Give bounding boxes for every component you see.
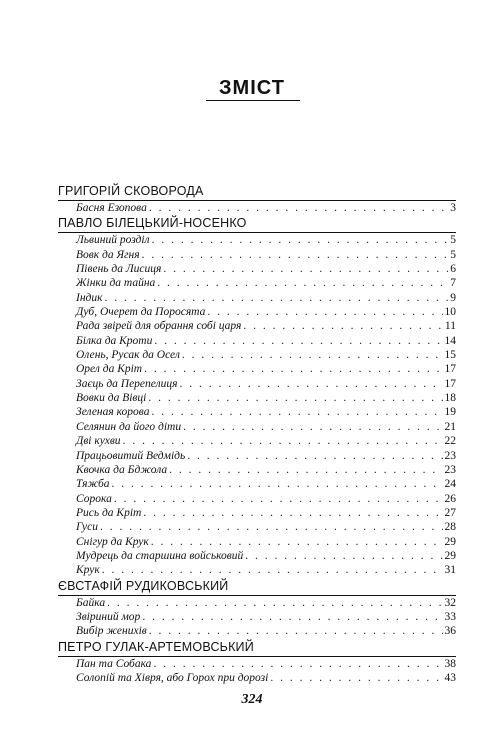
- dot-leader: [104, 291, 448, 305]
- toc-entry: [58, 506, 456, 520]
- entry-page-number: 29: [444, 549, 456, 562]
- dot-leader: [157, 276, 448, 290]
- page-number: 324: [241, 692, 263, 707]
- dot-leader: [207, 305, 442, 319]
- toc-entry: [58, 248, 456, 262]
- entry-page-number: 23: [444, 463, 456, 476]
- entry-title: Індик: [76, 291, 103, 304]
- toc-entry: [58, 492, 456, 506]
- entry-page-number: 3: [450, 202, 456, 214]
- entry-title: Селянин да його діти: [76, 420, 182, 433]
- toc-entry: [58, 377, 456, 391]
- entry-page-number: 9: [450, 291, 456, 304]
- entry-title: Олень, Русак да Осел: [76, 349, 180, 362]
- dot-leader: [243, 319, 443, 333]
- table-of-contents: [58, 183, 456, 685]
- entry-title: Дві кухви: [76, 435, 121, 448]
- dot-leader: [148, 391, 442, 405]
- dot-leader: [142, 248, 449, 262]
- entry-title: Звіриний мор: [76, 610, 141, 623]
- entry-page-number: 31: [444, 564, 456, 577]
- toc-entry: [58, 262, 456, 276]
- toc-entry: [58, 276, 456, 290]
- toc-entry: [58, 319, 456, 333]
- entry-title: Квочка да Бджола: [76, 463, 168, 476]
- dot-leader: [270, 671, 442, 685]
- entry-page-number: 19: [444, 406, 456, 419]
- dot-leader: [187, 449, 442, 463]
- toc-entry: [58, 596, 456, 610]
- dot-leader: [179, 377, 442, 391]
- dot-leader: [107, 596, 442, 610]
- dot-leader: [153, 657, 442, 671]
- entry-page-number: 6: [450, 263, 456, 276]
- entry-title: Басня Езопова: [76, 202, 147, 214]
- dot-leader: [144, 362, 442, 376]
- entry-title: Львиний розділ: [76, 234, 150, 247]
- toc-entry: [58, 549, 456, 563]
- toc-entry: [58, 233, 456, 247]
- entry-title: Снігур да Крук: [76, 535, 149, 548]
- dot-leader: [151, 405, 442, 419]
- entry-title: Крук: [76, 564, 100, 577]
- entry-title: Вовки да Вівці: [76, 392, 147, 405]
- toc-entry: [58, 391, 456, 405]
- section-author-heading: ПЕТРО ГУЛАК-АРТЕМОВСЬКИЙ: [58, 639, 254, 654]
- entry-title: Заєць да Перепелиця: [76, 377, 178, 390]
- dot-leader: [154, 334, 442, 348]
- entry-title: Рись да Кріт: [76, 506, 142, 519]
- toc-entry: [58, 477, 456, 491]
- toc-entry: [58, 520, 456, 534]
- toc-entry: [58, 201, 456, 215]
- dot-leader: [169, 463, 442, 477]
- toc-entry: [58, 434, 456, 448]
- entry-page-number: 5: [450, 234, 456, 247]
- dot-leader: [163, 262, 448, 276]
- title-underline: [206, 100, 300, 101]
- toc-entry: [58, 624, 456, 638]
- toc-entry: [58, 671, 456, 685]
- toc-entry: [58, 334, 456, 348]
- entry-page-number: 5: [450, 248, 456, 261]
- entry-page-number: 22: [444, 435, 456, 448]
- toc-entry: [58, 305, 456, 319]
- toc-entry: [58, 449, 456, 463]
- entry-page-number: 15: [444, 349, 456, 362]
- entry-page-number: 38: [444, 657, 456, 670]
- page-title: ЗМІСТ: [219, 77, 285, 99]
- entry-title: Білка да Кроти: [76, 334, 153, 347]
- entry-title: Зеленая корова: [76, 406, 150, 419]
- toc-entry: [58, 610, 456, 624]
- dot-leader: [182, 348, 443, 362]
- entry-title: Мудрець да старшина войськовий: [76, 549, 244, 562]
- toc-section: [58, 578, 456, 639]
- entry-title: Дуб, Очерет да Поросята: [76, 306, 206, 319]
- entry-page-number: 18: [444, 392, 456, 405]
- toc-section: [58, 639, 456, 686]
- dot-leader: [100, 520, 442, 534]
- entry-title: Працьовитий Ведмідь: [76, 449, 186, 462]
- entry-title: Солопій та Хівря, або Горох при дорозі: [76, 671, 269, 684]
- entry-title: Байка: [76, 596, 106, 609]
- entry-page-number: 21: [444, 420, 456, 433]
- entry-page-number: 24: [444, 478, 456, 491]
- dot-leader: [143, 506, 442, 520]
- dot-leader: [151, 535, 443, 549]
- entry-page-number: 26: [444, 492, 456, 505]
- dot-leader: [123, 434, 443, 448]
- toc-entry: [58, 535, 456, 549]
- dot-leader: [142, 610, 442, 624]
- toc-entry: [58, 463, 456, 477]
- entry-page-number: 28: [444, 521, 456, 534]
- entry-page-number: 11: [444, 320, 456, 333]
- dot-leader: [102, 563, 443, 577]
- entry-page-number: 36: [444, 625, 456, 638]
- entry-title: Вибір женихів: [76, 625, 147, 638]
- dot-leader: [114, 492, 443, 506]
- entry-title: Орел да Кріт: [76, 363, 143, 376]
- entry-title: Рада звірей для обрання собі царя: [76, 320, 242, 333]
- toc-entry: [58, 563, 456, 577]
- entry-title: Тяжба: [76, 478, 110, 491]
- toc-section: [58, 215, 456, 577]
- toc-section: [58, 183, 456, 215]
- toc-entry: [58, 420, 456, 434]
- entry-title: Сорока: [76, 492, 112, 505]
- entry-page-number: 27: [444, 506, 456, 519]
- entry-title: Півень да Лисиця: [76, 263, 162, 276]
- dot-leader: [149, 201, 448, 215]
- dot-leader: [245, 549, 442, 563]
- toc-entry: [58, 405, 456, 419]
- entry-page-number: 23: [444, 449, 456, 462]
- section-author-heading: ПАВЛО БІЛЕЦЬКИЙ-НОСЕНКО: [58, 216, 247, 231]
- entry-page-number: 17: [444, 377, 456, 390]
- entry-title: Гуси: [76, 521, 99, 534]
- dot-leader: [112, 477, 443, 491]
- entry-title: Вовк да Ягня: [76, 248, 140, 261]
- entry-page-number: 10: [444, 306, 456, 319]
- dot-leader: [183, 420, 442, 434]
- dot-leader: [149, 624, 443, 638]
- entry-page-number: 43: [444, 671, 456, 684]
- entry-page-number: 7: [450, 277, 456, 290]
- toc-entry: [58, 348, 456, 362]
- dot-leader: [152, 233, 449, 247]
- entry-title: Жінки да тайна: [76, 277, 156, 290]
- section-author-heading: ЄВСТАФІЙ РУДИКОВСЬКИЙ: [58, 578, 229, 593]
- entry-page-number: 17: [444, 363, 456, 376]
- entry-page-number: 32: [444, 596, 456, 609]
- entry-page-number: 14: [444, 334, 456, 347]
- entry-page-number: 33: [444, 610, 456, 623]
- toc-entry: [58, 291, 456, 305]
- toc-entry: [58, 657, 456, 671]
- section-author-heading: ГРИГОРІЙ СКОВОРОДА: [58, 184, 204, 198]
- entry-title: Пан та Собака: [76, 657, 152, 670]
- entry-page-number: 29: [444, 535, 456, 548]
- toc-entry: [58, 362, 456, 376]
